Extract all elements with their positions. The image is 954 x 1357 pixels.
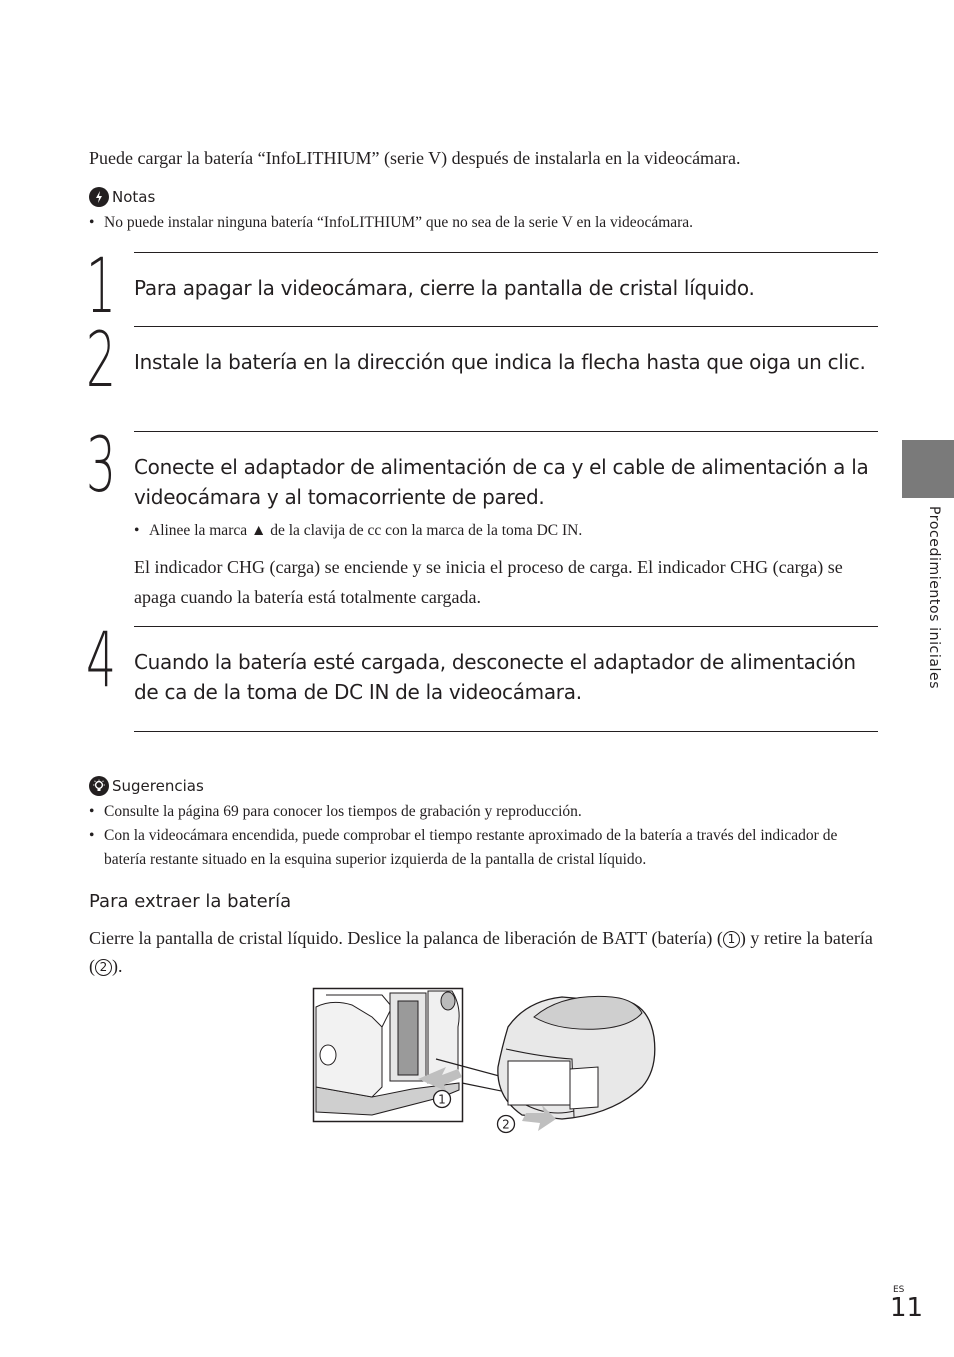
section-tab: [902, 440, 954, 498]
notes-title: Notas: [112, 188, 156, 206]
step-text: Conecte el adaptador de alimentación de ca y el cable de alimentación a la videocámara y al tomacorriente de pared.: [134, 455, 869, 509]
step-marker-2: 2: [95, 959, 112, 976]
figure-label-1: 1: [438, 1092, 446, 1107]
figure-label-2: 2: [502, 1117, 510, 1132]
step-text: Para apagar la videocámara, cierre la pantalla de cristal líquido.: [134, 276, 755, 300]
step-text: Instale la batería en la dirección que indica la flecha hasta que oiga un clic.: [134, 350, 866, 374]
step-divider: [134, 326, 878, 327]
tips-item: • Consulte la página 69 para conocer los tiempos de grabación y reproducción.: [89, 803, 582, 820]
section-tab-label: Procedimientos iniciales: [926, 506, 942, 690]
battery-removal-illustration: [312, 987, 662, 1137]
section-end-divider: [134, 731, 878, 732]
step-divider: [134, 431, 878, 432]
step-bullet: • Alinee la marca ▲ de la clavija de cc con la marca de la toma DC IN.: [134, 522, 583, 539]
tips-item: • Con la videocámara encendida, puede comprobar el tiempo restante aproximado de la batería a través del indicador de batería restante situado en la esquina superior izquierda de la pantalla de cristal líquido.: [89, 827, 838, 868]
step-number: 4: [86, 615, 115, 704]
step-body: El indicador CHG (carga) se enciende y se inicia el proceso de carga. El indicador CHG (carga) se apaga cuando la batería está totalmente cargada.: [134, 557, 843, 607]
notes-header: [89, 187, 155, 207]
step-number: 2: [86, 315, 115, 404]
page-language: ES: [893, 1285, 905, 1295]
tips-header: [89, 776, 204, 796]
lightbulb-icon: [89, 776, 109, 796]
step-number: 3: [86, 420, 115, 509]
page-number: 11: [890, 1293, 924, 1323]
intro-text: Puede cargar la batería “InfoLITHIUM” (serie V) después de instalarla en la videocámara.: [89, 148, 741, 168]
notes-icon: [89, 187, 109, 207]
removal-heading: Para extraer la batería: [89, 891, 292, 912]
step-marker-1: 1: [723, 931, 740, 948]
step-text: Cuando la batería esté cargada, desconecte el adaptador de alimentación de ca de la toma de DC IN de la videocámara.: [134, 650, 856, 704]
removal-paragraph: Cierre la pantalla de cristal líquido. Deslice la palanca de liberación de BATT (batería) ( 1 ) y retire la batería ( 2 ).: [89, 928, 873, 976]
notes-item: • No puede instalar ninguna batería “InfoLITHIUM” que no sea de la serie V en la videocámara.: [89, 214, 694, 231]
step-number: 1: [86, 241, 115, 330]
step-divider: [134, 252, 878, 253]
step-divider: [134, 626, 878, 627]
tips-title: Sugerencias: [112, 777, 204, 795]
